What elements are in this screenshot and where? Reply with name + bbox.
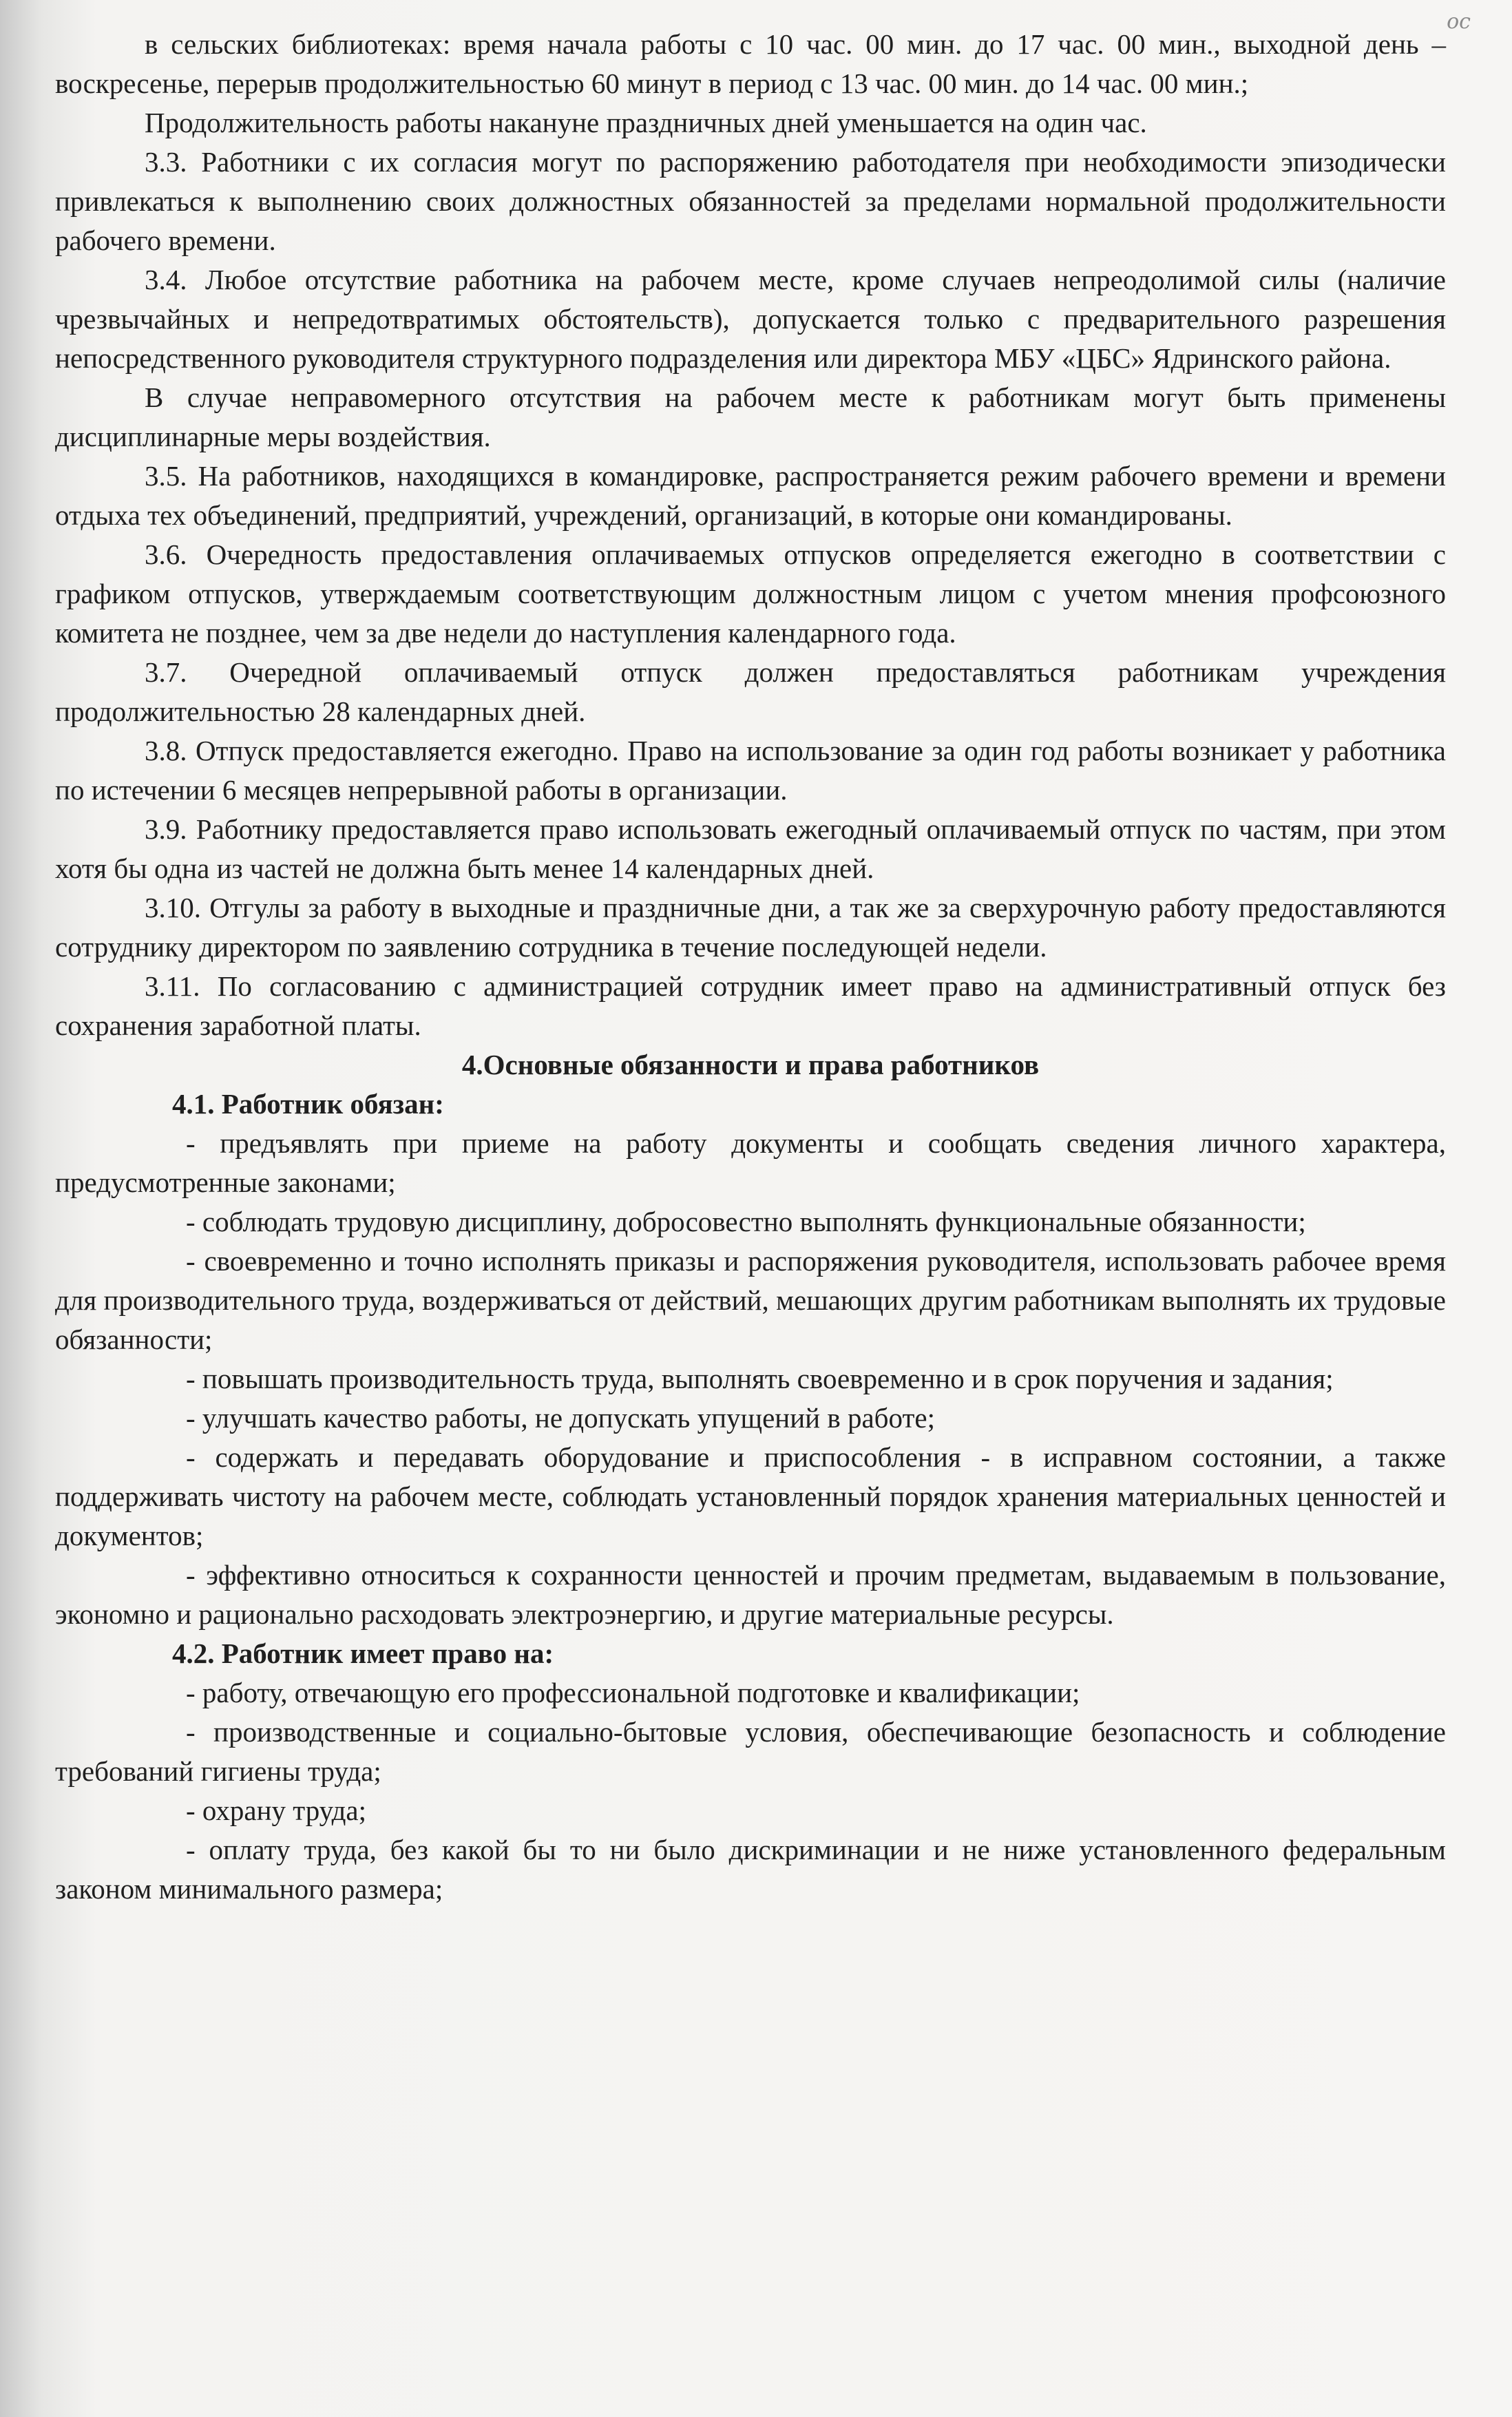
paragraph: Продолжительность работы накануне праздничных дней уменьшается на один час. — [145, 107, 1147, 138]
paragraph: 3.7. Очередной оплачиваемый отпуск должен предоставляться работникам учреждения продолжительностью 28 календарных дней. — [55, 656, 1446, 727]
subheading-rights: 4.2. Работник имеет право на: — [172, 1638, 554, 1669]
corner-initials: ос — [1447, 10, 1471, 34]
right-item: - охрану труда; — [186, 1795, 367, 1826]
paragraph: 3.11. По согласованию с администрацией сотрудник имеет право на административный отпуск без сохранения заработной платы. — [55, 970, 1446, 1041]
paragraph: 3.3. Работники с их согласия могут по распоряжению работодателя при необходимости эпизодически привлекаться к выполнению своих должностных обязанностей за пределами нормальной продолжительности рабочего времени. — [55, 146, 1446, 256]
paragraph: 3.6. Очередность предоставления оплачиваемых отпусков определяется ежегодно в соответствии с графиком отпусков, утверждаемым соответствующим должностным лицом с учетом мнения профсоюзного комитета не позднее, чем за две недели до наступления календарного года. — [55, 538, 1446, 649]
duty-item: - содержать и передавать оборудование и приспособления - в исправном состоянии, а также поддерживать чистоту на рабочем месте, соблюдать установленный порядок хранения материальных ценностей и документов; — [55, 1441, 1446, 1551]
duty-item: - своевременно и точно исполнять приказы и распоряжения руководителя, использовать рабочее время для производительного труда, воздерживаться от действий, мешающих другим работникам выполнять их трудовые обязанности; — [55, 1245, 1446, 1355]
right-item: - оплату труда, без какой бы то ни было дискриминации и не ниже установленного федеральным законом минимального размера; — [55, 1834, 1446, 1905]
duty-item: - повышать производительность труда, выполнять своевременно и в срок поручения и задания; — [186, 1363, 1334, 1394]
duty-item: - соблюдать трудовую дисциплину, добросовестно выполнять функциональные обязанности; — [186, 1206, 1306, 1237]
right-item: - работу, отвечающую его профессиональной подготовке и квалификации; — [186, 1677, 1080, 1708]
duty-item: - предъявлять при приеме на работу документы и сообщать сведения личного характера, предусмотренные законами; — [55, 1127, 1446, 1198]
document-body — [55, 25, 1446, 1909]
paragraph: 3.8. Отпуск предоставляется ежегодно. Право на использование за один год работы возникает у работника по истечении 6 месяцев непрерывной работы в организации. — [55, 735, 1446, 806]
paragraph: 3.9. Работнику предоставляется право использовать ежегодный оплачиваемый отпуск по частям, при этом хотя бы одна из частей не должна быть менее 14 календарных дней. — [55, 813, 1446, 884]
paragraph: 3.5. На работников, находящихся в командировке, распространяется режим рабочего времени и времени отдыха тех объединений, предприятий, учреждений, организаций, в которые они командированы. — [55, 460, 1446, 531]
section-title: 4.Основные обязанности и права работников — [461, 1049, 1040, 1080]
paragraph: 3.10. Отгулы за работу в выходные и праздничные дни, а так же за сверхурочную работу предоставляются сотруднику директором по заявлению сотрудника в течение последующей недели. — [55, 892, 1446, 963]
paragraph: в сельских библиотеках: время начала работы с 10 час. 00 мин. до 17 час. 00 мин., выходной день – воскресенье, перерыв продолжительностью 60 минут в период с 13 час. 00 мин. до 14 час. 00 мин.; — [55, 28, 1446, 99]
paragraph: В случае неправомерного отсутствия на рабочем месте к работникам могут быть применены дисциплинарные меры воздействия. — [55, 381, 1446, 452]
subheading-duties: 4.1. Работник обязан: — [172, 1088, 444, 1120]
duty-item: - эффективно относиться к сохранности ценностей и прочим предметам, выдаваемым в пользование, экономно и рационально расходовать электроэнергию, и другие материальные ресурсы. — [55, 1559, 1446, 1630]
right-item: - производственные и социально-бытовые условия, обеспечивающие безопасность и соблюдение требований гигиены труда; — [55, 1716, 1446, 1787]
paragraph: 3.4. Любое отсутствие работника на рабочем месте, кроме случаев непреодолимой силы (наличие чрезвычайных и непредотвратимых обстоятельств), допускается только с предварительного разрешения непосредственного руководителя структурного подразделения или директора МБУ «ЦБС» Ядринского района. — [55, 264, 1446, 374]
duty-item: - улучшать качество работы, не допускать упущений в работе; — [186, 1402, 935, 1434]
